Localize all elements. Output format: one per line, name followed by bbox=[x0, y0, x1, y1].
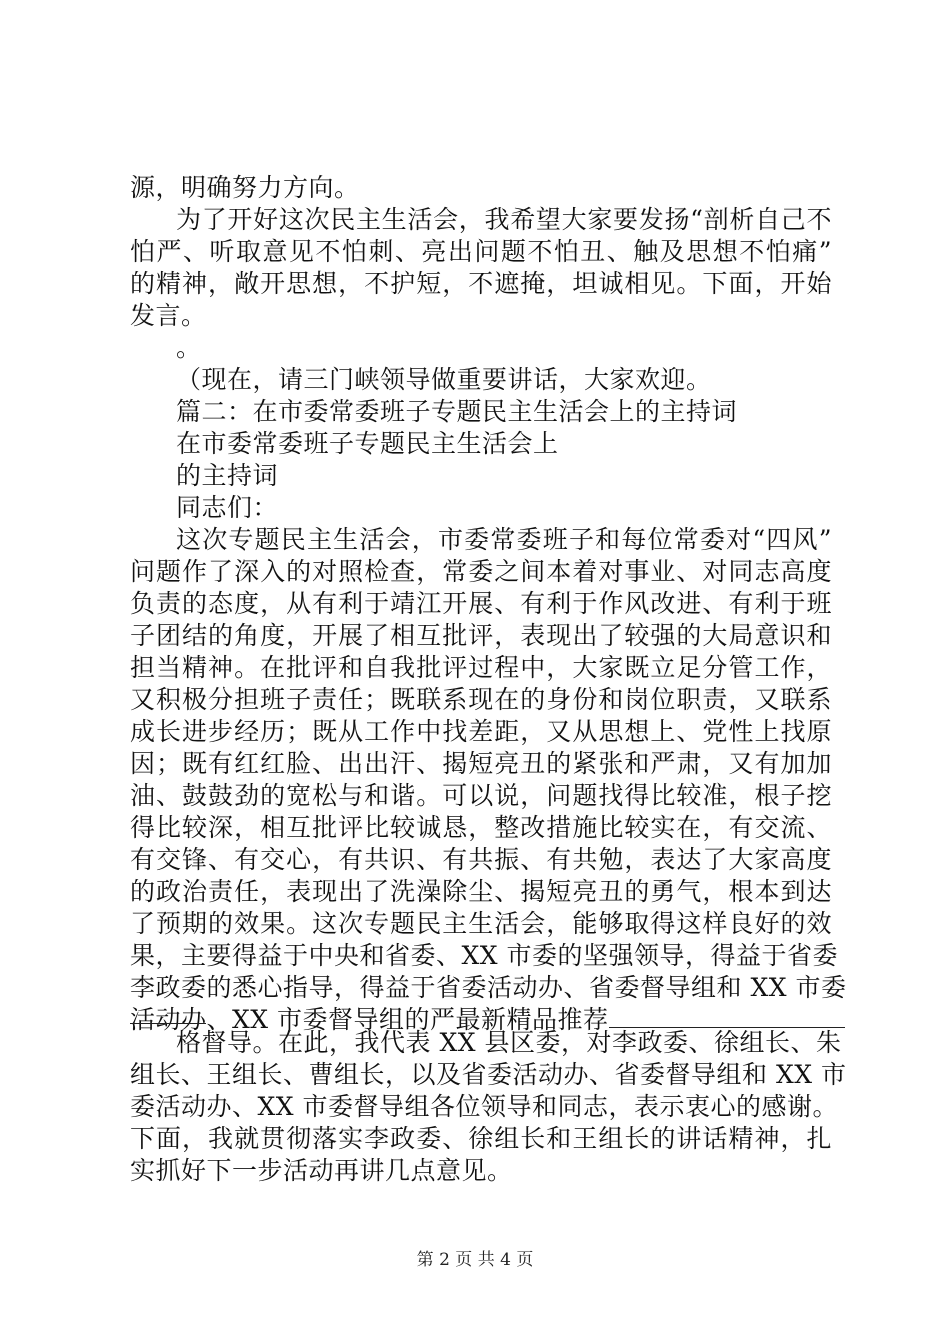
paragraph-line: 了预期的效果。这次专题民主生活会，能够取得这样良好的效 bbox=[130, 909, 832, 938]
paragraph-line: 负责的态度，从有利于靖江开展、有利于作风改进、有利于班 bbox=[130, 589, 832, 618]
paragraph-line: 的精神，敞开思想，不护短，不遮掩，坦诚相见。下面，开始 bbox=[130, 269, 832, 298]
paragraph-line: 又积极分担班子责任；既联系现在的身份和岗位职责，又联系 bbox=[130, 685, 832, 714]
paragraph-line: 怕严、听取意见不怕刺、亮出问题不怕丑、触及思想不怕痛” bbox=[130, 237, 832, 266]
paragraph-line: 李政委的悉心指导，得益于省委活动办、省委督导组和 XX 市委 bbox=[130, 973, 847, 1002]
paragraph-line: 问题作了深入的对照检查，常委之间本着对事业、对同志高度 bbox=[130, 557, 832, 586]
page-footer bbox=[0, 1249, 950, 1271]
paragraph-line: 同志们： bbox=[176, 493, 279, 522]
paragraph-line: 果，主要得益于中央和省委、XX 市委的坚强领导，得益于省委 bbox=[130, 941, 839, 970]
page-number-label: 第 2 页 共 4 页 bbox=[416, 1250, 534, 1270]
paragraph-line: 委活动办、XX 市委督导组各位领导和同志，表示衷心的感谢。 bbox=[130, 1092, 839, 1121]
paragraph-line: 。 bbox=[176, 333, 202, 362]
paragraph-line: （现在，请三门峡领导做重要讲话，大家欢迎。 bbox=[176, 365, 712, 394]
body-text-block-2 bbox=[130, 1027, 847, 1187]
paragraph-line: 组长、王组长、曹组长，以及省委活动办、省委督导组和 XX 市 bbox=[130, 1060, 847, 1089]
paragraph-line: 有交锋、有交心，有共识、有共振、有共勉，表达了大家高度 bbox=[130, 845, 832, 874]
paragraph-line: 实抓好下一步活动再讲几点意见。 bbox=[130, 1156, 513, 1185]
paragraph-line: 发言。 bbox=[130, 301, 207, 330]
fill-in-rule bbox=[609, 1005, 845, 1028]
paragraph-line: 担当精神。在批评和自我批评过程中，大家既立足分管工作， bbox=[130, 653, 832, 682]
paragraph-line: 在市委常委班子专题民主生活会上 bbox=[176, 429, 559, 458]
paragraph-line: 的主持词 bbox=[176, 461, 279, 490]
paragraph-line-text: 活动办、XX 市委督导组的严最新精品推荐 bbox=[130, 1005, 609, 1034]
fill-in-rule-continuation bbox=[130, 1023, 206, 1024]
paragraph-line: 成长进步经历；既从工作中找差距，又从思想上、党性上找原 bbox=[130, 717, 832, 746]
paragraph-line: 格督导。在此，我代表 XX 县区委，对李政委、徐组长、朱 bbox=[176, 1028, 842, 1057]
paragraph-line: 篇二：在市委常委班子专题民主生活会上的主持词 bbox=[176, 397, 738, 426]
paragraph-line: 源，明确努力方向。 bbox=[130, 173, 360, 202]
body-text-block-1 bbox=[130, 172, 847, 1036]
paragraph-line: 这次专题民主生活会，市委常委班子和每位常委对“四风” bbox=[176, 525, 832, 554]
paragraph-line: 因；既有红红脸、出出汗、揭短亮丑的紧张和严肃，又有加加 bbox=[130, 749, 832, 778]
paragraph-line: 下面，我就贯彻落实李政委、徐组长和王组长的讲话精神，扎 bbox=[130, 1124, 832, 1153]
paragraph-line: 油、鼓鼓劲的宽松与和谐。可以说，问题找得比较准，根子挖 bbox=[130, 781, 832, 810]
paragraph-line: 的政治责任，表现出了洗澡除尘、揭短亮丑的勇气，根本到达 bbox=[130, 877, 832, 906]
paragraph-line: 子团结的角度，开展了相互批评，表现出了较强的大局意识和 bbox=[130, 621, 832, 650]
paragraph-line: 为了开好这次民主生活会，我希望大家要发扬“剖析自己不 bbox=[176, 205, 832, 234]
paragraph-line: 得比较深，相互批评比较诚恳，整改措施比较实在，有交流、 bbox=[130, 813, 832, 842]
